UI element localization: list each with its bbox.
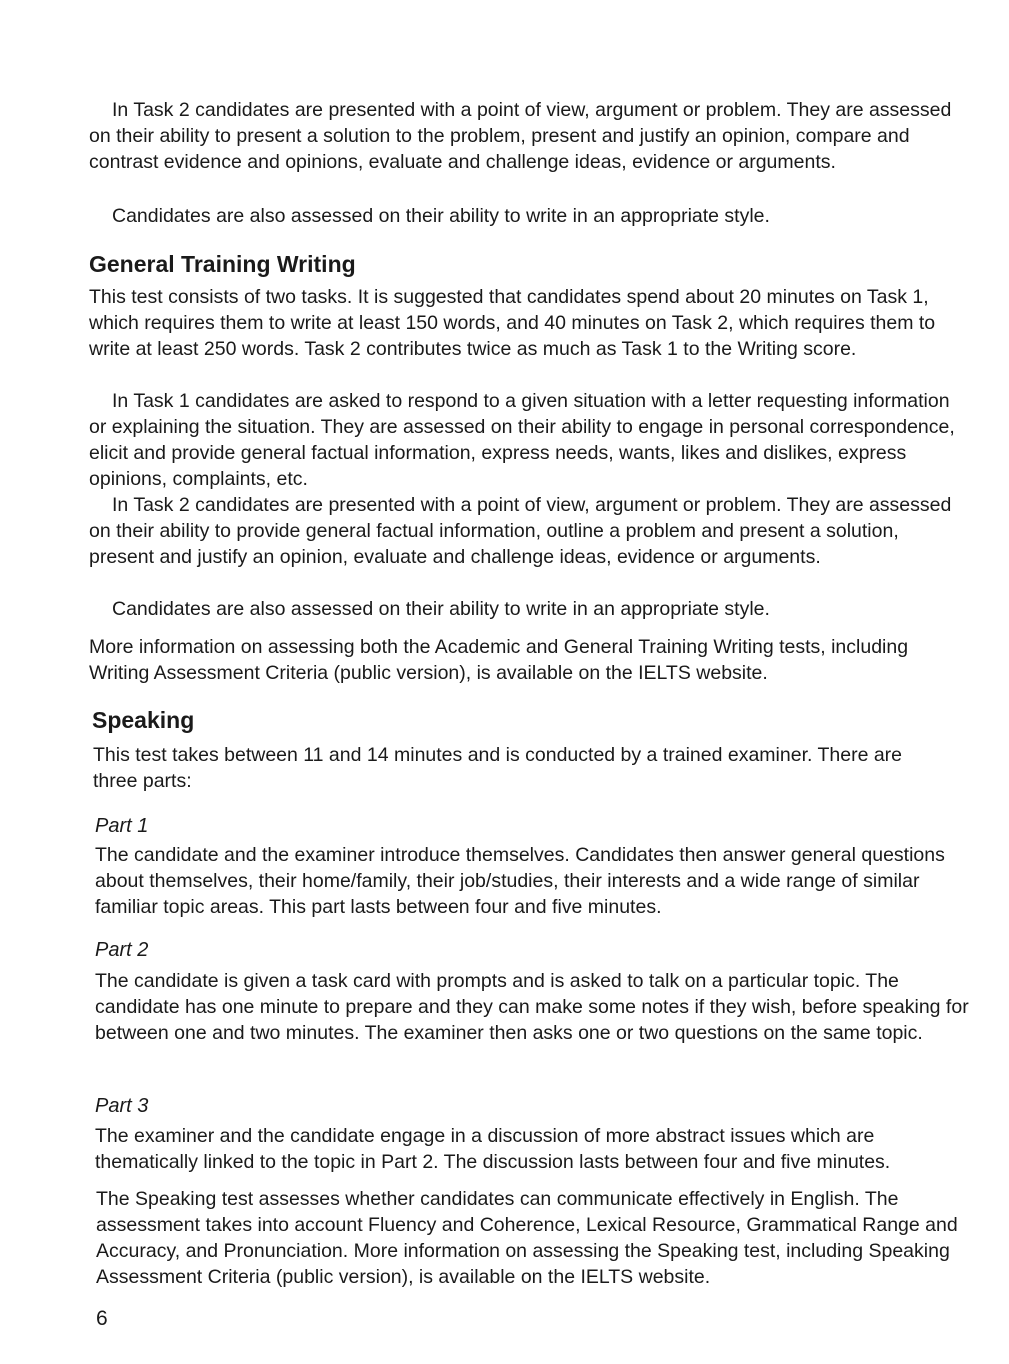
general-training-heading: General Training Writing — [89, 251, 356, 277]
part-1-title: Part 1 — [95, 815, 149, 837]
speaking-intro: This test takes between 11 and 14 minutes and is conducted by a trained examiner. There are three parts: — [93, 744, 903, 792]
general-training-task1: In Task 1 candidates are asked to respond to a given situation with a letter requesting information or explaining the situation. They are assessed on their ability to engage in personal correspondence, elicit and provide general factual information, express needs, wants, likes and dislikes, express opinions, complaints, etc. — [89, 390, 955, 490]
general-training-style-note: Candidates are also assessed on their ability to write in an appropriate style. — [112, 598, 770, 620]
part-3-text: The examiner and the candidate engage in a discussion of more abstract issues which are thematically linked to the topic in Part 2. The discussion lasts between four and five minutes. — [95, 1125, 891, 1173]
general-training-task2: In Task 2 candidates are presented with a point of view, argument or problem. They are assessed on their ability to provide general factual information, outline a problem and present a solution, present and justify an opinion, evaluate and challenge ideas, evidence or arguments. — [89, 494, 952, 568]
general-training-intro: This test consists of two tasks. It is suggested that candidates spend about 20 minutes on Task 1, which requires them to write at least 150 words, and 40 minutes on Task 2, which requires them to write at least 250 words. Task 2 contributes twice as much as Task 1 to the Writing score. — [89, 286, 936, 360]
part-1-text: The candidate and the examiner introduce themselves. Candidates then answer general questions about themselves, their home/family, their job/studies, their interests and a wide range of similar familiar topic areas. This part lasts between four and five minutes. — [95, 844, 945, 918]
academic-task2-paragraph: In Task 2 candidates are presented with a point of view, argument or problem. They are assessed on their ability to present a solution to the problem, present and justify an opinion, compare and contrast evidence and opinions, evaluate and challenge ideas, evidence or arguments. — [89, 99, 952, 173]
part-2-text: The candidate is given a task card with prompts and is asked to talk on a particular topic. The candidate has one minute to prepare and they can make some notes if they wish, before speaking for between one and two minutes. The examiner then asks one or two questions on the same topic. — [95, 970, 969, 1044]
part-2-title: Part 2 — [95, 939, 149, 961]
writing-more-info: More information on assessing both the Academic and General Training Writing tests, including Writing Assessment Criteria (public version), is available on the IELTS website. — [89, 636, 909, 684]
page-number: 6 — [96, 1307, 108, 1330]
speaking-assessment: The Speaking test assesses whether candidates can communicate effectively in English. The assessment takes into account Fluency and Coherence, Lexical Resource, Grammatical Range and Accuracy, and Pronunciation. More information on assessing the Speaking test, including Speaking Assessment Criteria (public version), is available on the IELTS website. — [96, 1188, 958, 1288]
academic-style-note: Candidates are also assessed on their ability to write in an appropriate style. — [112, 205, 770, 227]
part-3-title: Part 3 — [95, 1095, 149, 1117]
speaking-heading: Speaking — [92, 707, 195, 733]
